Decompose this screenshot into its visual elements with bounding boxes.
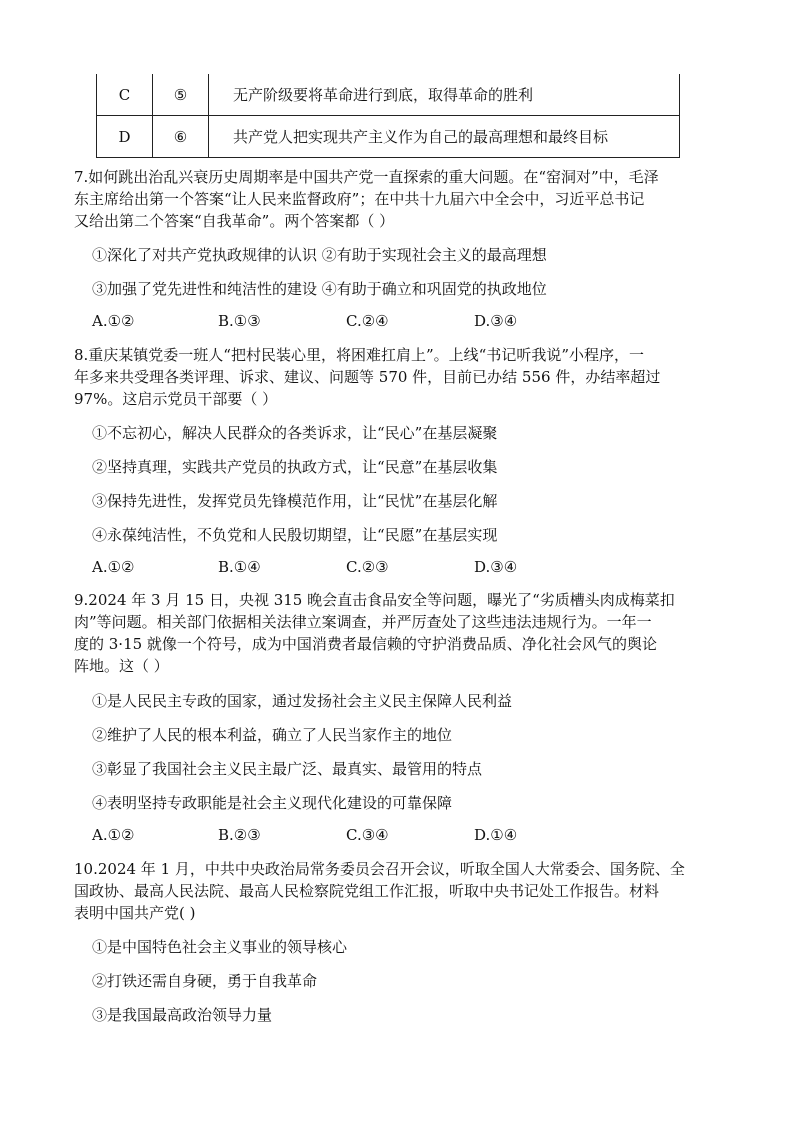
stem-line: 阵地。这（ ）: [74, 657, 169, 675]
option-line: ①不忘初心，解决人民群众的各类诉求，让“民心”在基层凝聚: [92, 424, 498, 442]
option-line: ②维护了人民的根本利益，确立了人民当家作主的地位: [92, 726, 453, 744]
choice-b[interactable]: B.①④: [218, 558, 261, 576]
choice-a[interactable]: A.①②: [92, 558, 135, 576]
choice-a[interactable]: A.①②: [92, 312, 135, 330]
option-line: ①是人民民主专政的国家，通过发扬社会主义民主保障人民利益: [92, 692, 513, 710]
option-line: ①深化了对共产党执政规律的认识 ②有助于实现社会主义的最高理想: [92, 246, 547, 264]
option-line: ③保持先进性，发挥党员先锋模范作用，让“民忧”在基层化解: [92, 492, 498, 510]
stem-line: 97%。这启示党员干部要（ ）: [74, 390, 278, 408]
option-line: ③加强了党先进性和纯洁性的建设 ④有助于确立和巩固党的执政地位: [92, 280, 547, 298]
question-10-stem: [74, 858, 720, 924]
option-line: ②打铁还需自身硬，勇于自我革命: [92, 972, 318, 990]
stem-line: 10.2024 年 1 月，中共中央政治局常务委员会召开会议，听取全国人大常委会、国务院、全: [74, 860, 685, 878]
choice-b[interactable]: B.②③: [218, 826, 261, 844]
choice-c[interactable]: C.②③: [346, 558, 389, 576]
stem-line: 9.2024 年 3 月 15 日，央视 315 晚会直击食品安全等问题，曝光了“劣质槽头肉成梅菜扣: [74, 591, 675, 609]
stem-line: 8.重庆某镇党委一班人“把村民装心里，将困难扛肩上”。上线“书记听我说”小程序，一: [74, 346, 644, 364]
table-cell-letter: D: [97, 116, 153, 158]
option-line: ③是我国最高政治领导力量: [92, 1006, 273, 1024]
stem-line: 国政协、最高人民法院、最高人民检察院党组工作汇报，听取中央书记处工作报告。材料: [74, 882, 660, 900]
table-cell-letter: C: [97, 74, 153, 116]
question-8-stem: [74, 344, 720, 410]
choice-d[interactable]: D.③④: [474, 312, 518, 330]
stem-line: 又给出第二个答案“自我革命”。两个答案都（ ）: [74, 212, 395, 230]
option-line: ①是中国特色社会主义事业的领导核心: [92, 938, 348, 956]
table-cell-number: ⑥: [153, 116, 209, 158]
choice-a[interactable]: A.①②: [92, 826, 135, 844]
question-9-stem: [74, 589, 720, 677]
option-line: ②坚持真理，实践共产党员的执政方式，让“民意”在基层收集: [92, 458, 498, 476]
choice-d[interactable]: D.③④: [474, 558, 518, 576]
stem-line: 表明中国共产党( ): [74, 904, 196, 922]
table-row: [97, 116, 680, 158]
table-cell-text: 无产阶级要将革命进行到底，取得革命的胜利: [209, 74, 680, 116]
stem-line: 肉”等问题。相关部门依据相关法律立案调查，并严厉查处了这些违法违规行为。一年一: [74, 613, 652, 631]
option-line: ④永葆纯洁性，不负党和人民殷切期望，让“民愿”在基层实现: [92, 526, 498, 544]
option-line: ④表明坚持专政职能是社会主义现代化建设的可靠保障: [92, 794, 453, 812]
stem-line: 7.如何跳出治乱兴衰历史周期率是中国共产党一直探索的重大问题。在“窑洞对”中，毛泽: [74, 168, 659, 186]
option-line: ③彰显了我国社会主义民主最广泛、最真实、最管用的特点: [92, 760, 483, 778]
stem-line: 东主席给出第一个答案“让人民来监督政府”；在中共十九届六中全会中，习近平总书记: [74, 190, 645, 208]
choice-b[interactable]: B.①③: [218, 312, 261, 330]
answer-table: [96, 74, 680, 158]
choice-c[interactable]: C.③④: [346, 826, 389, 844]
table-cell-text: 共产党人把实现共产主义作为自己的最高理想和最终目标: [209, 116, 680, 158]
stem-line: 度的 3·15 就像一个符号，成为中国消费者最信赖的守护消费品质、净化社会风气的舆论: [74, 635, 657, 653]
table-row: [97, 74, 680, 116]
question-7-stem: [74, 166, 720, 232]
table-cell-number: ⑤: [153, 74, 209, 116]
stem-line: 年多来共受理各类评理、诉求、建议、问题等 570 件，目前已办结 556 件，办结率超过: [74, 368, 661, 386]
choice-d[interactable]: D.①④: [474, 826, 518, 844]
choice-c[interactable]: C.②④: [346, 312, 389, 330]
